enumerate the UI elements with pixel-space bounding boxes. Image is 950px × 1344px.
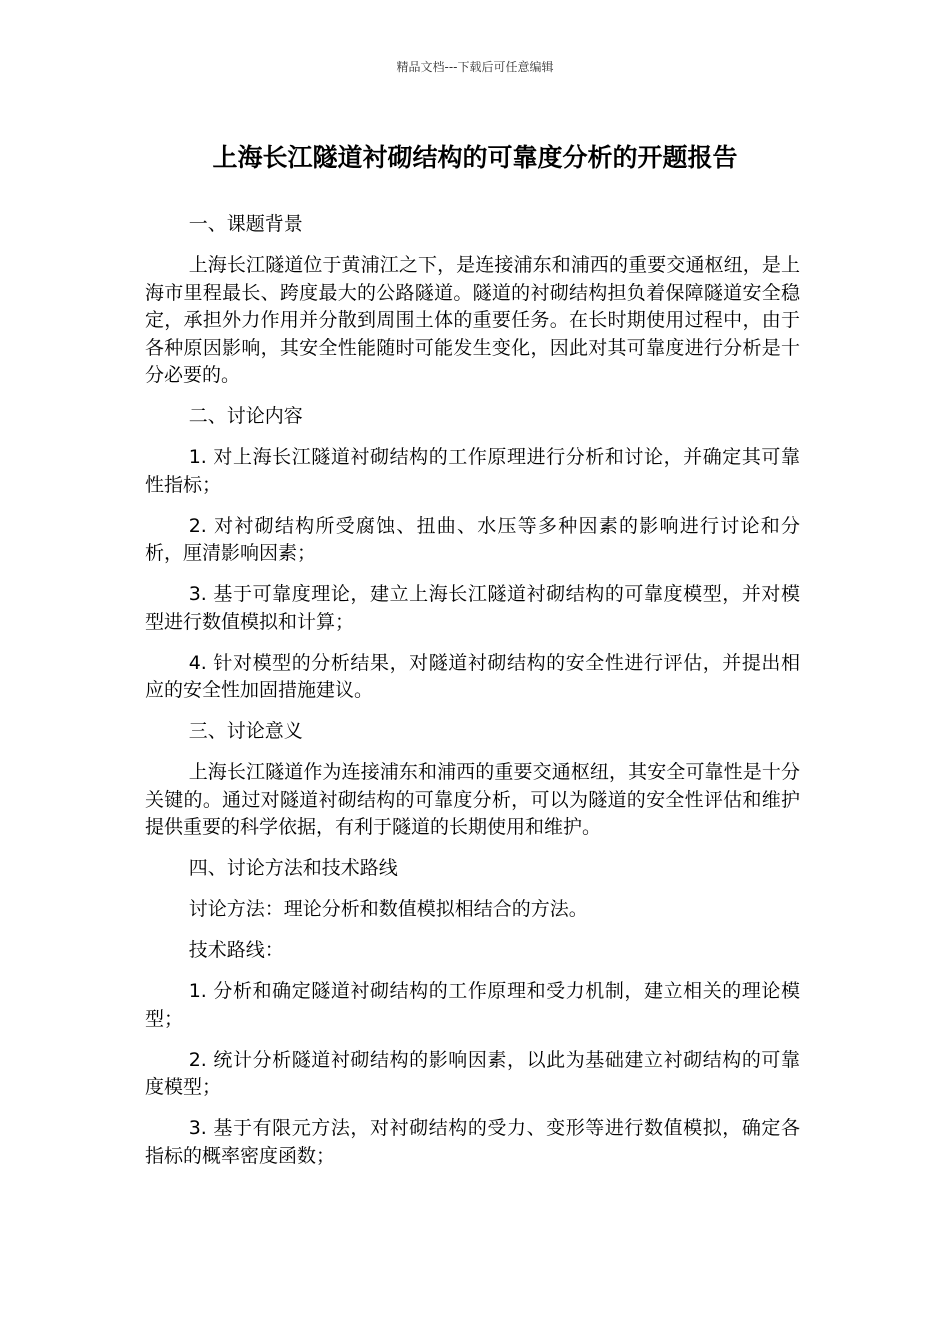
content-item-1: 1. 对上海长江隧道衬砌结构的工作原理进行分析和讨论，并确定其可靠性指标；	[145, 446, 800, 496]
content-item-3: 3. 基于可靠度理论，建立上海长江隧道衬砌结构的可靠度模型，并对模型进行数值模拟和计算；	[145, 583, 800, 633]
content-item-2: 2. 对衬砌结构所受腐蚀、扭曲、水压等多种因素的影响进行讨论和分析，厘清影响因素；	[145, 514, 800, 564]
route-label: 技术路线：	[188, 939, 284, 961]
content-item-4: 4. 针对模型的分析结果，对隧道衬砌结构的安全性进行评估，并提出相应的安全性加固措施建议。	[145, 651, 800, 701]
document-title: 上海长江隧道衬砌结构的可靠度分析的开题报告	[212, 143, 738, 172]
background-paragraph: 上海长江隧道位于黄浦江之下，是连接浦东和浦西的重要交通枢纽，是上海市里程最长、跨度最大的公路隧道。隧道的衬砌结构担负着保障隧道安全稳定，承担外力作用并分散到周围土体的重要任务。在长时期使用过程中，由于各种原因影响，其安全性能随时可能发生变化，因此对其可靠度进行分析是十分必要的。	[145, 254, 800, 386]
document-body	[145, 211, 800, 1184]
header-note: 精品文档---下载后可任意编辑	[396, 60, 554, 74]
section-heading-background: 一、课题背景	[188, 213, 303, 235]
section-heading-methods: 四、讨论方法和技术路线	[188, 857, 398, 879]
route-item-3: 3. 基于有限元方法，对衬砌结构的受力、变形等进行数值模拟，确定各指标的概率密度函数；	[145, 1117, 800, 1167]
section-heading-significance: 三、讨论意义	[188, 720, 303, 742]
method-paragraph: 讨论方法：理论分析和数值模拟相结合的方法。	[188, 898, 588, 920]
route-item-2: 2. 统计分析隧道衬砌结构的影响因素，以此为基础建立衬砌结构的可靠度模型；	[145, 1048, 800, 1098]
section-heading-content: 二、讨论内容	[188, 405, 303, 427]
route-item-1: 1. 分析和确定隧道衬砌结构的工作原理和受力机制，建立相关的理论模型；	[145, 980, 800, 1030]
significance-paragraph: 上海长江隧道作为连接浦东和浦西的重要交通枢纽，其安全可靠性是十分关键的。通过对隧道衬砌结构的可靠度分析，可以为隧道的安全性评估和维护提供重要的科学依据，有利于隧道的长期使用和维护。	[145, 761, 800, 838]
